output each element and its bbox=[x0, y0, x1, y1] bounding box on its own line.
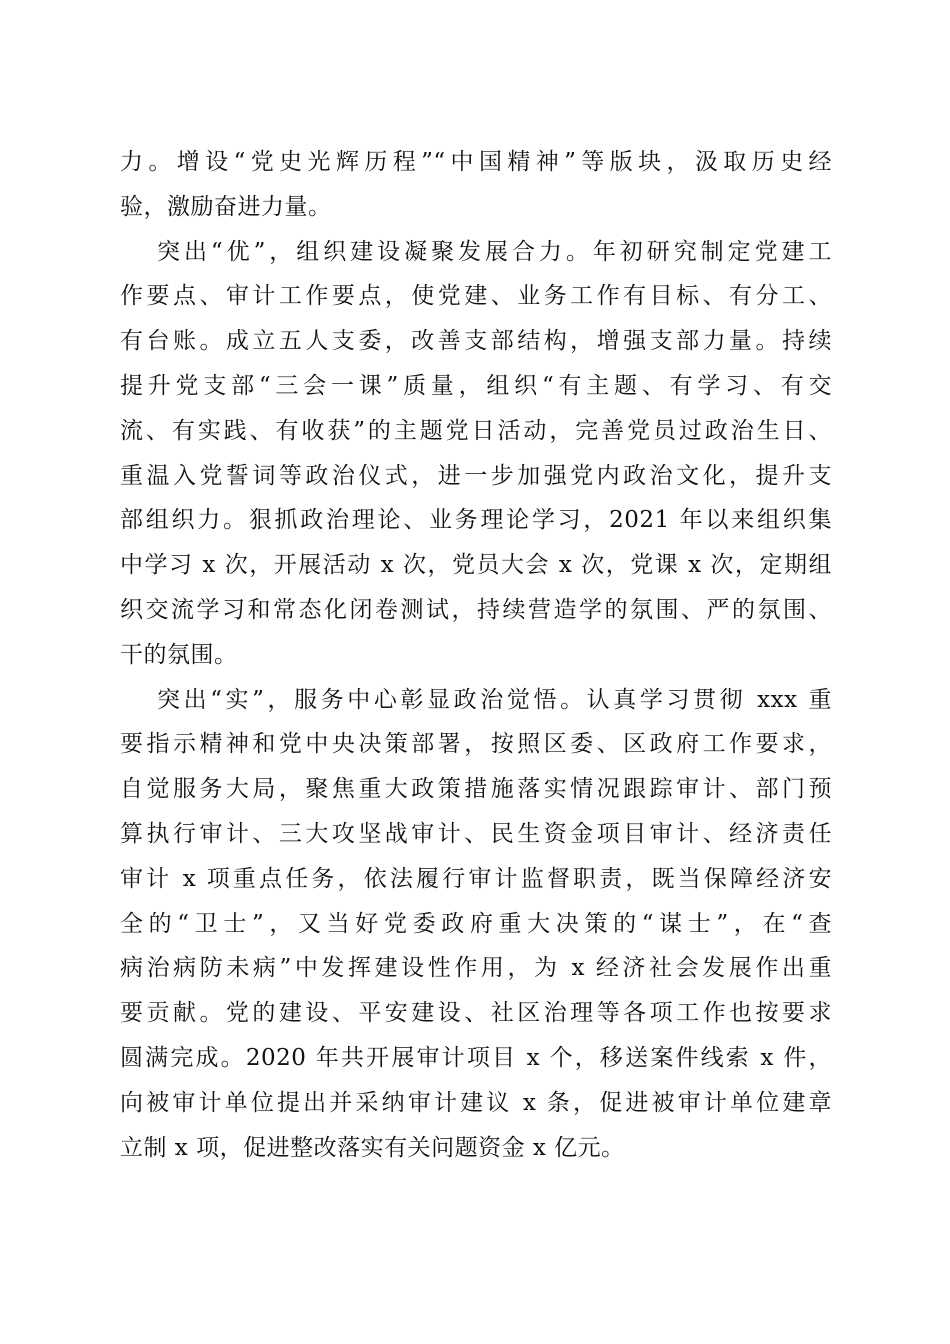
text-line: 中学习 x 次，开展活动 x 次，党员大会 x 次，党课 x 次，定期组 bbox=[120, 552, 832, 579]
text-line: 审计 x 项重点任务，依法履行审计监督职责，既当保障经济安 bbox=[120, 865, 832, 892]
text-line: 部组织力。狠抓政治理论、业务理论学习，2021 年以来组织集 bbox=[120, 507, 832, 534]
text-line: 突出“实”，服务中心彰显政治觉悟。认真学习贯彻 xxx 重 bbox=[157, 686, 832, 713]
text-line: 自觉服务大局，聚焦重大政策措施落实情况跟踪审计、部门预 bbox=[120, 776, 832, 803]
text-line: 作要点、审计工作要点，使党建、业务工作有目标、有分工、 bbox=[120, 283, 832, 310]
text-line: 重温入党誓词等政治仪式，进一步加强党内政治文化，提升支 bbox=[120, 462, 832, 489]
paragraph-1 bbox=[120, 140, 832, 230]
text-line: 验，激励奋进力量。 bbox=[120, 193, 332, 220]
text-line: 有台账。成立五人支委，改善支部结构，增强支部力量。持续 bbox=[120, 328, 832, 355]
paragraph-3 bbox=[120, 678, 832, 1171]
text-line: 全的“卫士”，又当好党委政府重大决策的“谋士”，在“查 bbox=[120, 910, 832, 937]
text-line: 立制 x 项，促进整改落实有关问题资金 x 亿元。 bbox=[120, 1134, 625, 1161]
document-body bbox=[120, 140, 832, 1170]
text-line: 突出“优”，组织建设凝聚发展合力。年初研究制定党建工 bbox=[157, 238, 832, 265]
text-line: 向被审计单位提出并采纳审计建议 x 条，促进被审计单位建章 bbox=[120, 1089, 832, 1116]
text-line: 织交流学习和常态化闭卷测试，持续营造学的氛围、严的氛围、 bbox=[120, 596, 832, 623]
text-line: 圆满完成。2020 年共开展审计项目 x 个，移送案件线索 x 件， bbox=[120, 1044, 832, 1071]
text-line: 算执行审计、三大攻坚战审计、民生资金项目审计、经济责任 bbox=[120, 820, 832, 847]
paragraph-2 bbox=[120, 230, 832, 678]
text-line: 要指示精神和党中央决策部署，按照区委、区政府工作要求， bbox=[120, 731, 832, 758]
text-line: 病治病防未病”中发挥建设性作用，为 x 经济社会发展作出重 bbox=[120, 955, 832, 982]
text-line: 力。增设“党史光辉历程”“中国精神”等版块，汲取历史经 bbox=[120, 149, 832, 175]
text-line: 要贡献。党的建设、平安建设、社区治理等各项工作也按要求 bbox=[120, 1000, 832, 1027]
text-line: 干的氛围。 bbox=[120, 641, 238, 668]
text-line: 流、有实践、有收获”的主题党日活动，完善党员过政治生日、 bbox=[120, 417, 832, 444]
text-line: 提升党支部“三会一课”质量，组织“有主题、有学习、有交 bbox=[120, 372, 832, 399]
